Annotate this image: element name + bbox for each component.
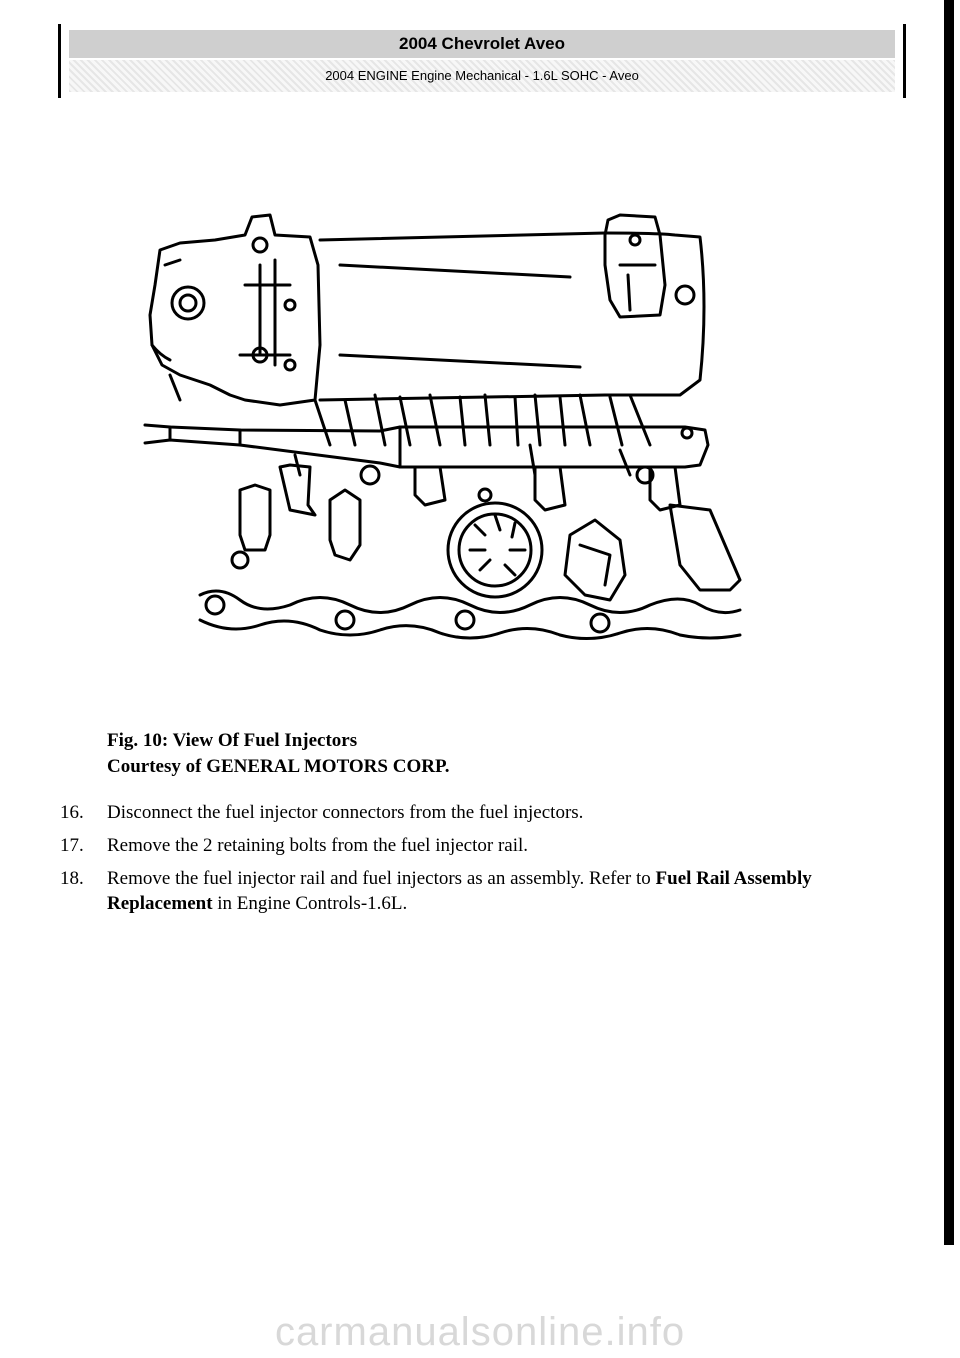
caption-figure-title: Fig. 10: View Of Fuel Injectors (107, 730, 358, 751)
step-text: Remove the 2 retaining bolts from the fuel injector rail. (107, 835, 529, 856)
step-number: 17. (60, 835, 84, 856)
step-text: Remove the fuel injector rail and fuel injectors as an assembly. Refer to (107, 868, 656, 889)
step-text: Disconnect the fuel injector connectors from the fuel injectors. (107, 802, 584, 823)
fuel-rail-replacement-link[interactable]: Fuel Rail Assembly Replacement (107, 868, 812, 914)
step-text-after: in Engine Controls-1.6L. (212, 893, 408, 914)
figure-caption (107, 728, 450, 780)
step-number: 18. (60, 868, 84, 889)
caption-courtesy: Courtesy of GENERAL MOTORS CORP. (107, 756, 450, 777)
step-16 (60, 800, 880, 825)
right-edge-rule (944, 0, 954, 1245)
step-18 (60, 866, 880, 916)
step-17 (60, 833, 880, 858)
header-title: 2004 Chevrolet Aveo (69, 30, 895, 58)
fuel-injector-diagram (140, 205, 760, 645)
procedure-steps (60, 800, 880, 924)
site-watermark: carmanualsonline.info (274, 1310, 686, 1354)
header-subtitle: 2004 ENGINE Engine Mechanical - 1.6L SOHC - Aveo (69, 60, 895, 92)
step-number: 16. (60, 802, 84, 823)
page-header (58, 24, 906, 98)
